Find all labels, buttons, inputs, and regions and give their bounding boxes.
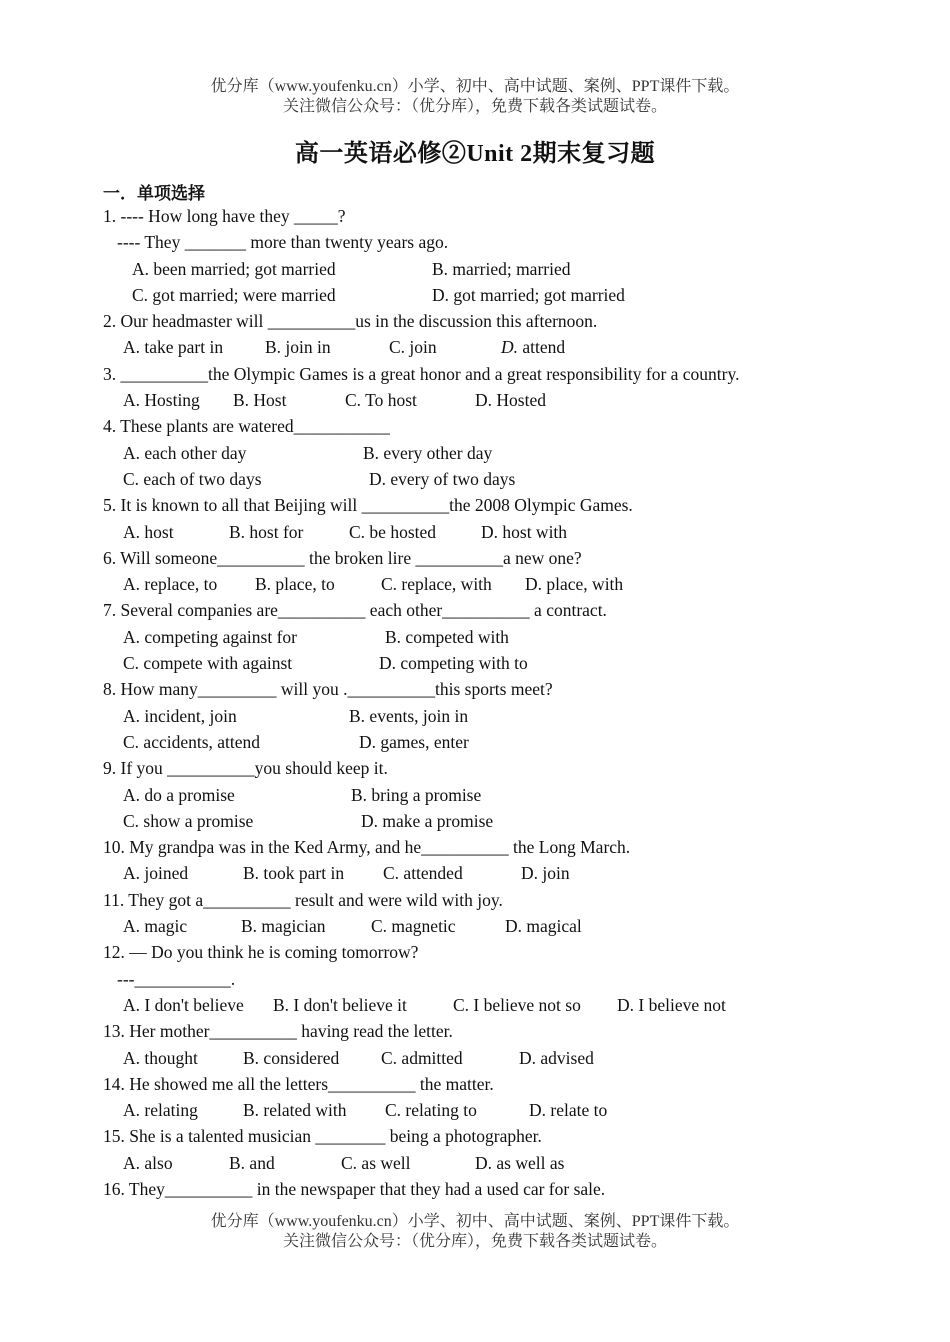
question-stem: 11. They got a__________ result and were wild with joy. [103,889,503,910]
option-row [103,519,883,545]
option-b: B. every other day [363,442,493,463]
question-stem: 1. ---- How long have they _____? [103,206,346,226]
question-stem: ---___________. [117,968,236,989]
option-c: C. compete with against [123,653,293,674]
option-row [103,1097,883,1123]
option-row [103,256,883,282]
banner-line-1: 优分库（www.youfenku.cn）小学、初中、高中试题、案例、PPT课件下载。 [210,78,740,95]
option-row [103,913,883,939]
question-stem: 5. It is known to all that Beijing will __________the 2008 Olympic Games. [103,495,633,516]
option-c: C. attended [383,863,463,884]
option-row [103,782,883,808]
option-row [103,860,883,886]
option-c: C. as well [341,1152,411,1173]
question-stem: 14. He showed me all the letters__________ the matter. [103,1073,494,1094]
option-a: A. replace, to [123,574,218,595]
option-d: D. host with [481,521,568,542]
option-d: D. make a promise [361,810,494,831]
option-a: A. also [123,1152,173,1173]
option-a: A. thought [123,1047,198,1068]
option-d: D. I believe not [617,994,726,1015]
option-a: A. incident, join [123,705,237,726]
question-stem: 16. They__________ in the newspaper that they had a used car for sale. [103,1178,606,1199]
option-a: A. do a promise [123,784,235,805]
option-row [103,624,883,650]
question-stem: 6. Will someone__________ the broken lire __________a new one? [103,547,582,568]
question-stem: 3. __________the Olympic Games is a great honor and a great responsibility for a country. [103,363,740,384]
option-d: D. Hosted [475,390,546,411]
question-stem: 10. My grandpa was in the Ked Army, and he__________ the Long March. [103,837,631,858]
option-b: B. competed with [385,626,509,647]
option-c: C. To host [345,390,417,411]
banner-line-2: 关注微信公众号：（优分库），免费下载各类试题试卷。 [282,98,667,115]
option-a: A. been married; got married [132,258,336,279]
option-row [103,466,883,492]
option-row [103,387,883,413]
option-a: A. I don't believe [123,994,244,1015]
option-b: B. place, to [255,574,335,595]
option-d-text: attend [518,337,566,358]
option-d: D. games, enter [359,731,469,752]
question-stem: 15. She is a talented musician ________ being a photographer. [103,1126,542,1147]
option-a: A. host [123,521,174,542]
option-b: B. host for [229,521,304,542]
question-stem: 8. How many_________ will you .__________this sports meet? [103,679,553,700]
question-stem: 13. Her mother__________ having read the letter. [103,1021,453,1042]
option-a: A. relating [123,1100,198,1121]
option-c: C. join [389,337,437,358]
question-stem: 4. These plants are watered___________ [103,416,390,437]
option-c: C. relating to [385,1100,477,1121]
question-stem: 12. — Do you think he is coming tomorrow? [103,942,419,963]
option-d: D. as well as [475,1152,565,1173]
option-b: B. married; married [432,258,571,279]
option-row [103,1150,883,1176]
option-c: C. magnetic [371,916,456,937]
option-b: B. I don't believe it [273,994,407,1015]
option-row [103,703,883,729]
page-title: 高一英语必修②Unit 2期末复习题 [294,141,656,167]
option-d: D. advised [519,1047,594,1068]
option-d: D. join [521,863,570,884]
option-row [103,571,883,597]
option-d: D. competing with to [379,653,528,674]
option-d: D. every of two days [369,468,516,489]
question-stem: ---- They _______ more than twenty years ago. [117,232,449,253]
option-b: B. took part in [243,863,345,884]
option-row [103,334,883,360]
option-b: B. events, join in [349,705,469,726]
option-row [103,650,883,676]
option-row [103,282,883,308]
option-c: C. accidents, attend [123,731,261,752]
option-c: C. got married; were married [132,284,336,305]
option-b: B. magician [241,916,326,937]
option-row [103,729,883,755]
footer-banner [0,1212,950,1252]
option-row [103,992,883,1018]
banner-line-1: 优分库（www.youfenku.cn）小学、初中、高中试题、案例、PPT课件下载。 [210,1213,740,1230]
option-row [103,808,883,834]
option-c: C. replace, with [381,574,492,595]
option-b: B. related with [243,1100,347,1121]
option-a: A. magic [123,916,188,937]
option-d: D. magical [505,916,582,937]
option-c: C. admitted [381,1047,463,1068]
question-stem: 2. Our headmaster will __________us in the discussion this afternoon. [103,311,598,332]
option-a: A. competing against for [123,626,297,647]
option-d: D. got married; got married [432,284,625,305]
option-b: B. join in [265,337,331,358]
option-b: B. considered [243,1047,340,1068]
option-c: C. show a promise [123,810,254,831]
option-c: C. I believe not so [453,994,581,1015]
option-row [103,1045,883,1071]
option-b: B. Host [233,390,287,411]
option-b: B. bring a promise [351,784,482,805]
question-list [103,203,883,1202]
question-stem: 7. Several companies are__________ each other__________ a contract. [103,600,607,621]
header-banner [0,77,950,117]
section-heading: 一．单项选择 [103,184,205,203]
option-a: A. joined [123,863,189,884]
option-d: D. attend [501,337,566,358]
option-c: C. each of two days [123,468,262,489]
option-b: B. and [229,1152,275,1173]
option-a: A. take part in [123,337,224,358]
question-stem: 9. If you __________you should keep it. [103,758,388,779]
option-d: D. place, with [525,574,624,595]
option-c: C. be hosted [349,521,437,542]
banner-line-2: 关注微信公众号：（优分库），免费下载各类试题试卷。 [282,1233,667,1250]
option-a: A. Hosting [123,390,200,411]
option-row [103,440,883,466]
option-a: A. each other day [123,442,247,463]
option-d: D. relate to [529,1100,608,1121]
